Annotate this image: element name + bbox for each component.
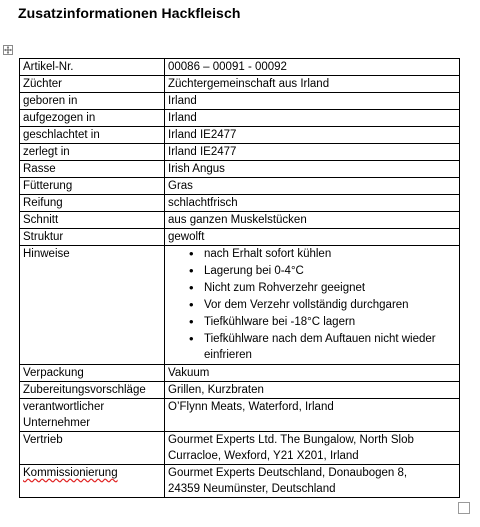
spellcheck-underlined-label: Kommissionierung (23, 467, 118, 479)
table-row-rasse (20, 161, 460, 178)
row-label[interactable]: Rasse (20, 161, 165, 178)
list-item: • Nicht zum Rohverzehr geeignet (204, 280, 456, 296)
value-line: Curracloe, Wexford, Y21 X201, Irland (168, 450, 359, 462)
info-table (19, 58, 460, 498)
value-line: Gourmet Experts Ltd. The Bungalow, North Slob (168, 434, 414, 446)
row-value[interactable]: Irland (165, 110, 460, 127)
table-row-geboren (20, 93, 460, 110)
row-value[interactable]: Irland (165, 93, 460, 110)
row-value[interactable] (165, 465, 460, 498)
row-label[interactable] (20, 399, 165, 432)
table-row-verpackung (20, 365, 460, 382)
row-value[interactable] (165, 246, 460, 365)
list-item: • Lagerung bei 0-4°C (204, 263, 456, 279)
row-value[interactable]: Züchtergemeinschaft aus Irland (165, 76, 460, 93)
hinweise-list (168, 246, 456, 363)
list-item: • Vor dem Verzehr vollständig durchgaren (204, 297, 456, 313)
list-item: • Tiefkühlware nach dem Auftauen nicht wieder einfrieren (204, 331, 456, 363)
row-label[interactable] (20, 465, 165, 498)
table-row-kommissionierung (20, 465, 460, 498)
row-label[interactable]: Vertrieb (20, 432, 165, 465)
label-line: Unternehmer (23, 417, 91, 429)
row-label[interactable]: Artikel-Nr. (20, 59, 165, 76)
row-label[interactable]: Hinweise (20, 246, 165, 365)
row-label[interactable]: aufgezogen in (20, 110, 165, 127)
table-row-reifung (20, 195, 460, 212)
row-value[interactable]: schlachtfrisch (165, 195, 460, 212)
row-label[interactable]: Züchter (20, 76, 165, 93)
value-line: 24359 Neumünster, Deutschland (168, 483, 336, 495)
row-value[interactable]: O’Flynn Meats, Waterford, Irland (165, 399, 460, 432)
table-row-verantwortlicher (20, 399, 460, 432)
table-row-geschlachtet (20, 127, 460, 144)
table-row-vertrieb (20, 432, 460, 465)
table-row-artikel (20, 59, 460, 76)
table-resize-handle-icon[interactable] (458, 502, 470, 514)
row-label[interactable]: Zubereitungsvorschläge (20, 382, 165, 399)
row-label[interactable]: geboren in (20, 93, 165, 110)
row-label[interactable]: Reifung (20, 195, 165, 212)
row-value[interactable]: 00086 – 00091 - 00092 (165, 59, 460, 76)
row-value[interactable]: Vakuum (165, 365, 460, 382)
document-title: Zusatzinformationen Hackfleisch (18, 5, 241, 21)
table-row-zerlegt (20, 144, 460, 161)
row-value[interactable]: aus ganzen Muskelstücken (165, 212, 460, 229)
table-row-aufgezogen (20, 110, 460, 127)
row-value[interactable]: gewolft (165, 229, 460, 246)
label-line: verantwortlicher (23, 401, 105, 413)
row-label[interactable]: Schnitt (20, 212, 165, 229)
row-label[interactable]: Fütterung (20, 178, 165, 195)
table-row-zuechter (20, 76, 460, 93)
row-value[interactable]: Gras (165, 178, 460, 195)
row-label[interactable]: Verpackung (20, 365, 165, 382)
row-label[interactable]: geschlachtet in (20, 127, 165, 144)
table-row-struktur (20, 229, 460, 246)
value-line: Gourmet Experts Deutschland, Donaubogen 8, (168, 467, 408, 479)
list-item: • Tiefkühlware bei -18°C lagern (204, 314, 456, 330)
row-value[interactable]: Irland IE2477 (165, 127, 460, 144)
table-row-fuetterung (20, 178, 460, 195)
table-row-zubereitung (20, 382, 460, 399)
row-value[interactable]: Grillen, Kurzbraten (165, 382, 460, 399)
row-label[interactable]: Struktur (20, 229, 165, 246)
row-value[interactable] (165, 432, 460, 465)
list-item: • nach Erhalt sofort kühlen (204, 246, 456, 262)
row-value[interactable]: Irland IE2477 (165, 144, 460, 161)
row-label[interactable]: zerlegt in (20, 144, 165, 161)
table-move-handle-icon[interactable] (3, 45, 13, 55)
table-row-hinweise (20, 246, 460, 365)
row-value[interactable]: Irish Angus (165, 161, 460, 178)
table-row-schnitt (20, 212, 460, 229)
